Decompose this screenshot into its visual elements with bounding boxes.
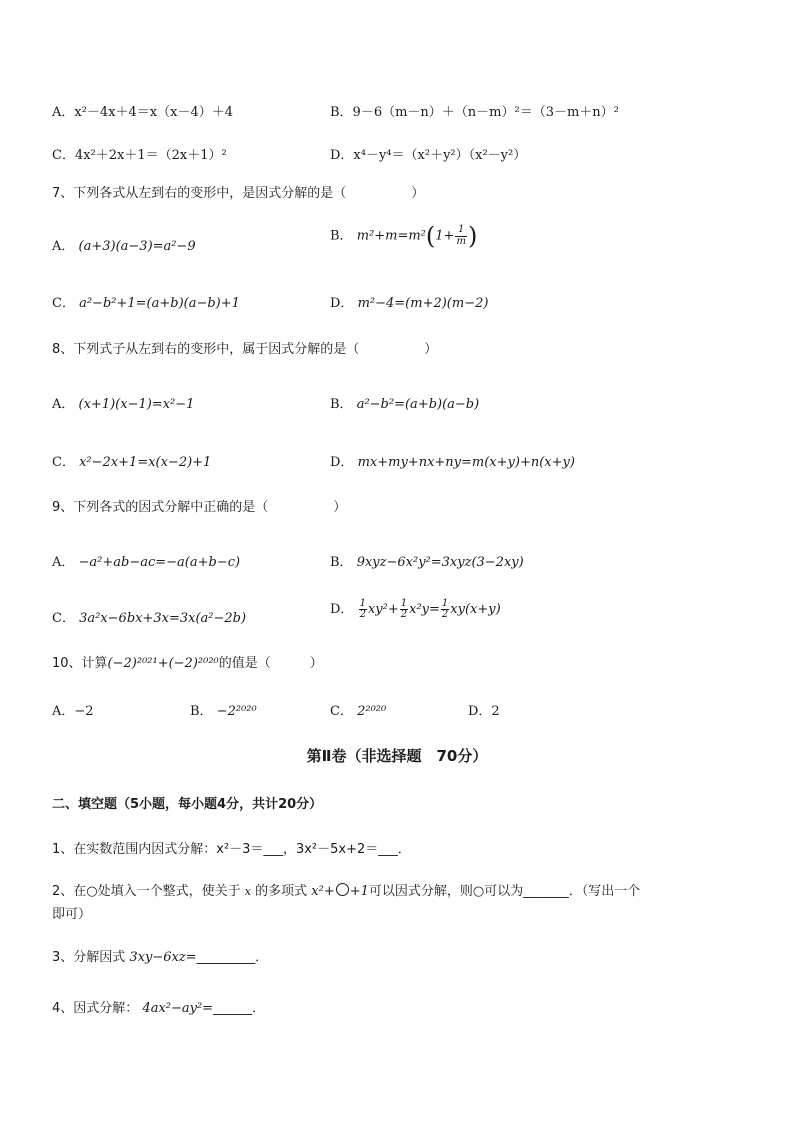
fill2-pre: 2、在○处填入一个整式，使关于: [52, 884, 241, 899]
circle-placeholder-icon: [336, 883, 349, 896]
q9-option-a-label: A．: [52, 555, 75, 570]
q10-option-b: [190, 700, 257, 719]
q10-option-d: D．2: [468, 704, 500, 719]
q7-option-b: B． m²+m=m²(1+ $\frac{1}{m}$ ): [330, 222, 478, 250]
q7-option-b-label: B．: [330, 228, 353, 244]
q9-option-c-expr: 3a²x−6bx+3x=3x(a²−2b): [79, 611, 247, 626]
q7-option-d: [330, 292, 488, 311]
fill3-expr: 3xy−6xz=: [129, 950, 197, 965]
q8-option-b: [330, 393, 479, 412]
q9-option-d-term-3: xy(x+y): [450, 602, 501, 617]
q8-option-d-label: D．: [330, 455, 354, 470]
fill2-var: x: [244, 885, 251, 898]
fill3-blank: _________．: [196, 950, 269, 965]
q9-option-d-label: D．: [330, 602, 354, 617]
q9-option-a: [52, 551, 240, 570]
fill4-blank: ______．: [213, 1001, 266, 1016]
q9-option-d-fraction-1: $\frac{1}{2}$: [359, 597, 366, 620]
q8-option-d: [330, 451, 575, 470]
q6-option-a: A．x²－4x＋4＝x（x－4）＋4: [52, 105, 234, 120]
q7-option-a-expr: (a+3)(a−3)=a²−9: [78, 239, 196, 254]
q6-option-c: C．4x²＋2x＋1＝（2x＋1）²: [52, 148, 227, 163]
q10-option-a: A．−2: [52, 704, 94, 719]
q9-option-d-term-2: x²y=: [409, 602, 440, 617]
q9-option-d-fraction-2: $\frac{1}{2}$: [400, 597, 408, 620]
q7-stem: 7、下列各式从左到右的变形中，是因式分解的是（ ）: [52, 186, 425, 201]
fill4-pre: 4、因式分解：: [52, 1001, 139, 1016]
q9-option-d-term-1: xy²+: [367, 602, 399, 617]
q7-option-d-label: D．: [330, 296, 354, 311]
q8-option-b-label: B．: [330, 397, 353, 412]
q9-option-b-label: B．: [330, 555, 353, 570]
q10-option-c: [330, 700, 386, 719]
q8-option-a-expr: (x+1)(x−1)=x²−1: [78, 397, 195, 412]
q8-option-c-label: C．: [52, 455, 75, 470]
q7-option-c-label: C．: [52, 296, 75, 311]
fill-question-2: [52, 883, 640, 901]
q10-stem-expr: (−2)²⁰²¹+(−2)²⁰²⁰: [107, 656, 219, 671]
fill-question-4: [52, 1001, 265, 1018]
q7-option-c-expr: a²−b²+1=(a+b)(a−b)+1: [79, 296, 240, 311]
q9-option-b: [330, 551, 524, 570]
q8-option-b-expr: a²−b²=(a+b)(a−b): [356, 397, 480, 412]
q10-stem-post: 的值是（ ）: [218, 656, 323, 671]
fill2-expr-pre: x²+: [311, 884, 335, 899]
q8-option-a-label: A．: [52, 397, 75, 412]
q9-option-a-expr: −a²+ab−ac=−a(a+b−c): [78, 555, 241, 570]
section2-title: 二、填空题（5小题，每小题4分，共计20分）: [52, 797, 323, 812]
q10-option-b-expr: −2²⁰²⁰: [216, 704, 257, 719]
fill3-pre: 3、分解因式: [52, 950, 126, 965]
q6-option-b: B．9－6（m－n）＋（n－m）²＝（3－m＋n）²: [330, 105, 619, 120]
q8-option-c: [52, 451, 211, 470]
q9-option-c-label: C．: [52, 611, 75, 626]
fill-question-3: [52, 950, 268, 967]
q8-option-c-expr: x²−2x+1=x(x−2)+1: [79, 455, 212, 470]
q8-option-d-expr: mx+my+nx+ny=m(x+y)+n(x+y): [357, 455, 575, 470]
fill-question-1: 1、在实数范围内因式分解：x²－3＝___，3x²－5x+2＝___．: [52, 842, 411, 857]
part2-title: 第Ⅱ卷（非选择题 70分）: [306, 747, 488, 765]
q8-stem: 8、下列式子从左到右的变形中，属于因式分解的是（ ）: [52, 342, 438, 357]
q7-option-c: [52, 292, 240, 311]
q6-option-d: D．x⁴－y⁴＝（x²＋y²）（x²－y²）: [330, 148, 527, 163]
q7-option-d-expr: m²−4=(m+2)(m−2): [357, 296, 489, 311]
q9-option-c: [52, 607, 246, 626]
q7-option-b-one-plus: 1+: [435, 228, 455, 244]
q7-option-a-label: A．: [52, 239, 75, 254]
q10-option-b-label: B．: [190, 704, 213, 719]
q10-option-c-expr: 2²⁰²⁰: [357, 704, 387, 719]
q8-option-a: [52, 393, 194, 412]
q9-stem: 9、下列各式的因式分解中正确的是（ ）: [52, 500, 347, 515]
q7-option-b-expr: m²+m=m²: [356, 228, 426, 244]
fill4-expr: 4ax²−ay²=: [142, 1001, 214, 1016]
q10-stem: [52, 656, 323, 673]
fill2-expr-post: +1: [349, 884, 369, 899]
q7-option-b-fraction: $\frac{1}{m}$: [456, 224, 466, 247]
q9-option-b-expr: 9xyz−6x²y²=3xyz(3−2xy): [356, 555, 524, 570]
fill2-post: 可以因式分解，则○可以为_______．（写出一个: [368, 884, 641, 899]
q10-option-c-label: C．: [330, 704, 353, 719]
q10-stem-pre: 10、计算: [52, 656, 108, 671]
fill2-mid: 的多项式: [255, 884, 308, 899]
fill-question-2-line2: 即可）: [52, 907, 92, 922]
q9-option-d-fraction-3: $\frac{1}{2}$: [441, 597, 449, 620]
q9-option-d: [330, 598, 501, 621]
q7-option-a: [52, 235, 196, 254]
